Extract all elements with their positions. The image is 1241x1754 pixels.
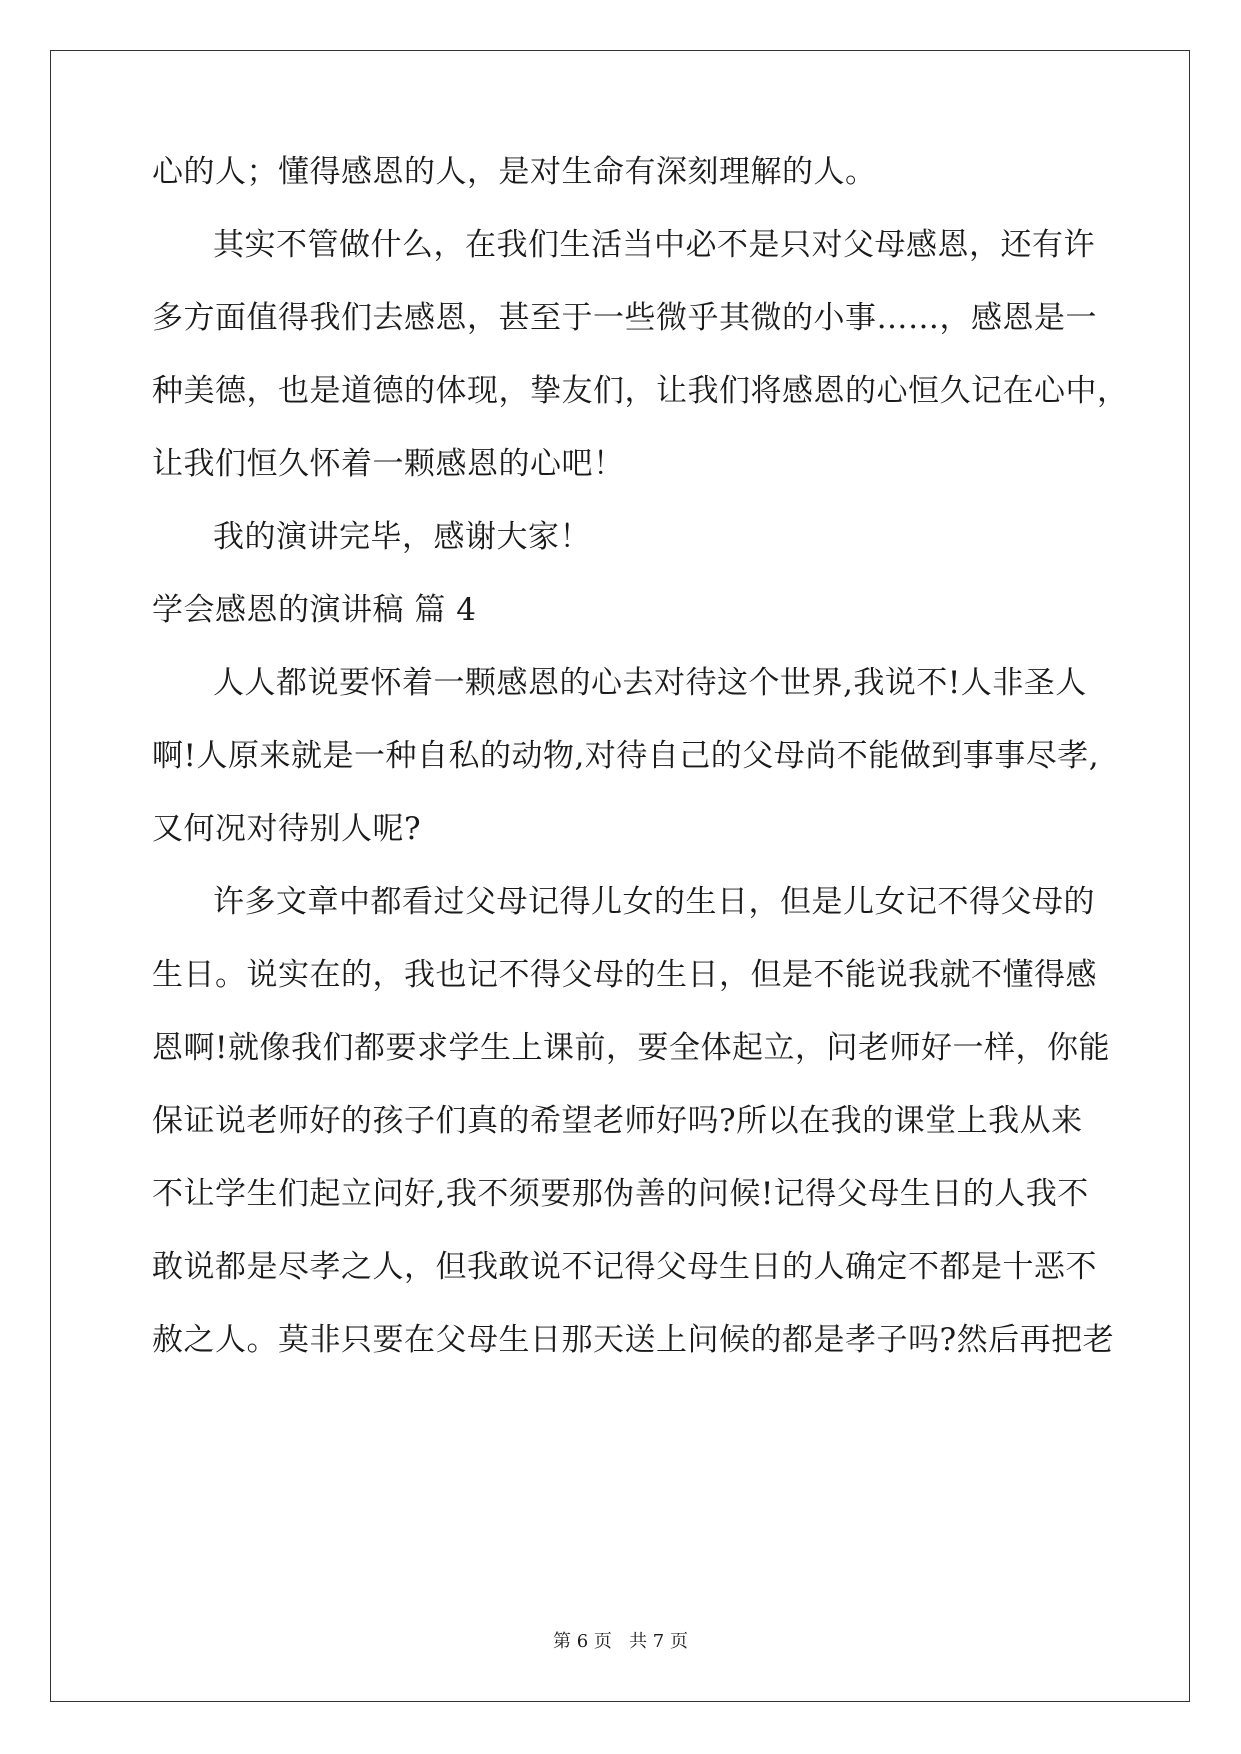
- paragraph-line: 敢说都是尽孝之人，但我敢说不记得父母生日的人确定不都是十恶不: [152, 1249, 1097, 1285]
- paragraph-line: 其实不管做什么，在我们生活当中必不是只对父母感恩，还有许: [213, 227, 1095, 263]
- paragraph-line: 生日。说实在的，我也记不得父母的生日，但是不能说我就不懂得感: [152, 957, 1097, 993]
- paragraph-line: 又何况对待别人呢?: [152, 811, 422, 847]
- paragraph-line: 人人都说要怀着一颗感恩的心去对待这个世界,我说不!人非圣人: [213, 665, 1087, 701]
- paragraph-line: 许多文章中都看过父母记得儿女的生日，但是儿女记不得父母的: [213, 884, 1095, 920]
- paragraph-line: 不让学生们起立问好,我不须要那伪善的问候!记得父母生日的人我不: [152, 1176, 1089, 1212]
- paragraph-line: 多方面值得我们去感恩，甚至于一些微乎其微的小事……，感恩是一: [152, 300, 1097, 336]
- page-number-footer: 第 6 页 共 7 页: [553, 1631, 688, 1652]
- paragraph-line: 恩啊!就像我们都要求学生上课前，要全体起立，问老师好一样，你能: [152, 1030, 1110, 1066]
- paragraph-line: 赦之人。莫非只要在父母生日那天送上问候的都是孝子吗?然后再把老: [152, 1322, 1115, 1358]
- paragraph-line: 我的演讲完毕，感谢大家！: [213, 519, 591, 555]
- paragraph-line: 啊!人原来就是一种自私的动物,对待自己的父母尚不能做到事事尽孝,: [152, 738, 1100, 774]
- paragraph-line: 心的人；懂得感恩的人，是对生命有深刻理解的人。: [152, 154, 877, 190]
- section-heading: 学会感恩的演讲稿 篇 4: [152, 592, 477, 628]
- paragraph-line: 让我们恒久怀着一颗感恩的心吧！: [152, 446, 625, 482]
- paragraph-line: 种美德，也是道德的体现，挚友们，让我们将感恩的心恒久记在心中，: [152, 373, 1129, 409]
- paragraph-line: 保证说老师好的孩子们真的希望老师好吗?所以在我的课堂上我从来: [152, 1103, 1083, 1139]
